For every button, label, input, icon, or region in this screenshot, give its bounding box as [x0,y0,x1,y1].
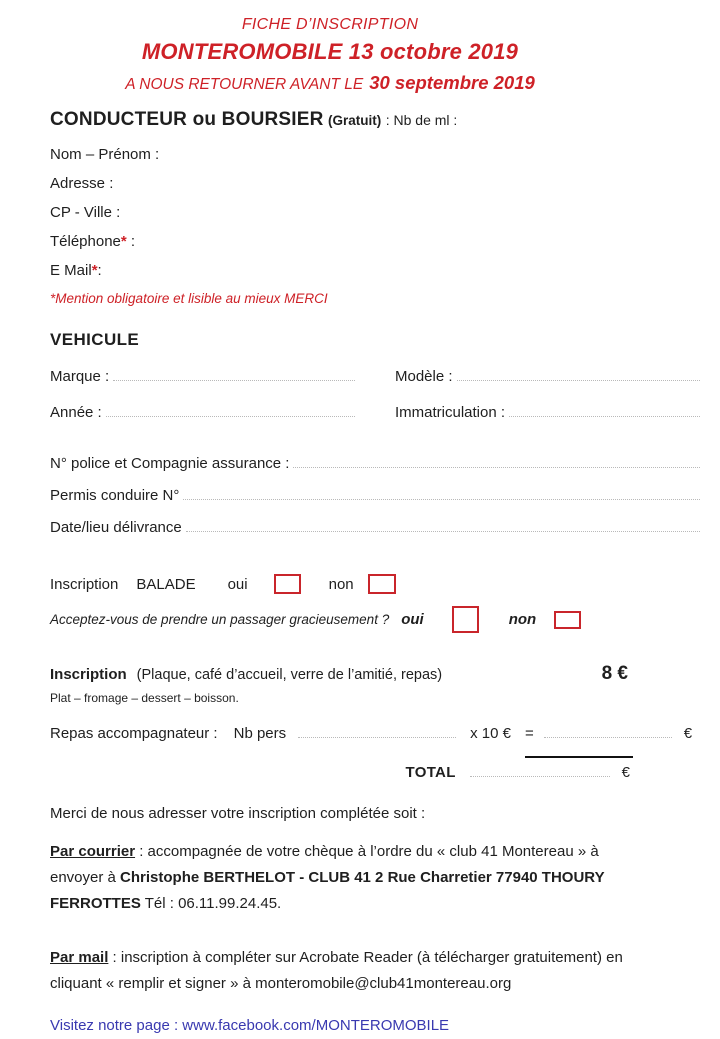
police-assurance-field[interactable] [50,453,700,472]
assurance-block [50,453,700,536]
cp-ville-field[interactable] [50,204,700,221]
marque-label: Marque : [50,368,110,385]
modele-fill-line[interactable] [457,366,700,381]
conducteur-section-heading [50,109,700,131]
police-assurance-fill-line[interactable] [293,453,700,468]
vehicule-section-heading: VEHICULE [50,330,140,349]
immatriculation-label: Immatriculation : [395,404,506,421]
annee-label: Année : [50,404,102,421]
delivrance-field[interactable] [50,517,700,536]
courrier-text-2: Tél : 06.11.99.24.45. [140,895,282,912]
email-colon: : [97,262,102,279]
mail-label: Par mail [50,949,109,966]
repas-row [50,723,700,742]
conducteur-heading-main: CONDUCTEUR ou BOURSIER [50,109,324,130]
modele-label: Modèle : [395,368,453,385]
passager-oui-checkbox[interactable] [452,606,479,633]
menu-note: Plat – fromage – dessert – boisson. [50,691,239,705]
footer [50,801,655,1039]
mandatory-note: *Mention obligatoire et lisible au mieux MERCI [50,291,328,306]
balade-oui-checkbox[interactable] [274,574,301,594]
passager-question: Acceptez-vous de prendre un passager gracieusement ? [50,612,390,627]
inscription-price-row [50,663,700,685]
courrier-address: Christophe BERTHELOT - CLUB 41 2 Rue Charretier 77940 THOURY FERROTTES [50,869,605,912]
passager-row [50,606,700,633]
telephone-label: Téléphone [50,233,121,250]
annee-fill-line[interactable] [106,402,355,417]
equals-sign: = [525,725,534,742]
courrier-label: Par courrier [50,843,136,860]
passager-non-label: non [508,611,537,628]
total-row [50,762,630,781]
modele-field[interactable] [395,366,700,385]
delivrance-fill-line[interactable] [186,517,700,532]
passager-oui-label: oui [401,611,424,628]
nb-pers-fill-line[interactable] [298,723,456,738]
delivrance-label: Date/lieu délivrance [50,519,182,536]
police-assurance-label: N° police et Compagnie assurance : [50,455,290,472]
mail-paragraph [50,945,655,997]
marque-fill-line[interactable] [113,366,355,381]
facebook-link[interactable]: Visitez notre page : www.facebook.com/MONTEROMOBILE [50,1017,450,1034]
vehicule-grid [50,366,700,421]
adresse-field[interactable] [50,175,700,192]
deadline-prefix: A NOUS RETOURNER AVANT LE [125,76,364,93]
total-label: TOTAL [405,764,456,781]
inscription-detail: (Plaque, café d’accueil, verre de l’amitié, repas) [136,667,443,683]
total-fill-line[interactable] [470,762,610,777]
balade-inscription-label: Inscription [50,575,119,593]
conducteur-fields [50,146,700,306]
balade-oui-label: oui [227,575,248,593]
balade-non-label: non [328,575,354,593]
form-title: FICHE D’INSCRIPTION [241,16,419,33]
total-separator-line [525,756,633,758]
adresse-label: Adresse : [50,175,114,192]
form-header [50,16,610,94]
deadline-line [50,72,610,94]
email-field[interactable] [50,262,700,279]
balade-label: BALADE [136,575,196,593]
inscription-label: Inscription [50,666,127,683]
courrier-text-1: : accompagnée de votre chèque à l’ordre du « club 41 Montereau » à envoyer à [50,843,599,886]
email-required-star: * [91,262,98,279]
email-label: E Mail [50,262,92,279]
balade-non-checkbox[interactable] [368,574,396,594]
permis-fill-line[interactable] [183,485,700,500]
inscription-price: 8 € [601,663,628,684]
marque-field[interactable] [50,366,355,385]
total-euro-sign: € [621,764,630,781]
conducteur-heading-suffix: : Nb de ml : [385,112,458,128]
cp-ville-label: CP - Ville : [50,204,121,221]
event-title: MONTEROMOBILE 13 octobre 2019 [141,39,519,64]
nb-pers-label: Nb pers [233,725,287,742]
telephone-colon: : [126,233,136,250]
telephone-required-star: * [120,233,127,250]
immatriculation-field[interactable] [395,402,700,421]
nom-prenom-field[interactable] [50,146,700,163]
balade-row [50,574,700,594]
nom-prenom-label: Nom – Prénom : [50,146,160,163]
repas-total-fill-line[interactable] [544,723,672,738]
telephone-field[interactable] [50,233,700,250]
multiplier-label: x 10 € [470,725,512,742]
permis-label: Permis conduire N° [50,487,180,504]
mail-text: : inscription à compléter sur Acrobate Reader (à télécharger gratuitement) en cliquant « remplir et signer » à monteromobile@club41montereau.org [50,949,623,992]
courrier-paragraph [50,839,655,917]
passager-non-checkbox[interactable] [554,611,581,629]
repas-euro-sign: € [683,725,693,742]
footer-intro: Merci de nous adresser votre inscription complétée soit : [50,805,426,822]
conducteur-heading-gratuit: (Gratuit) [328,113,382,128]
permis-field[interactable] [50,485,700,504]
immatriculation-fill-line[interactable] [509,402,700,417]
repas-label: Repas accompagnateur : [50,725,218,742]
annee-field[interactable] [50,402,355,421]
deadline-date: 30 septembre 2019 [369,72,535,93]
